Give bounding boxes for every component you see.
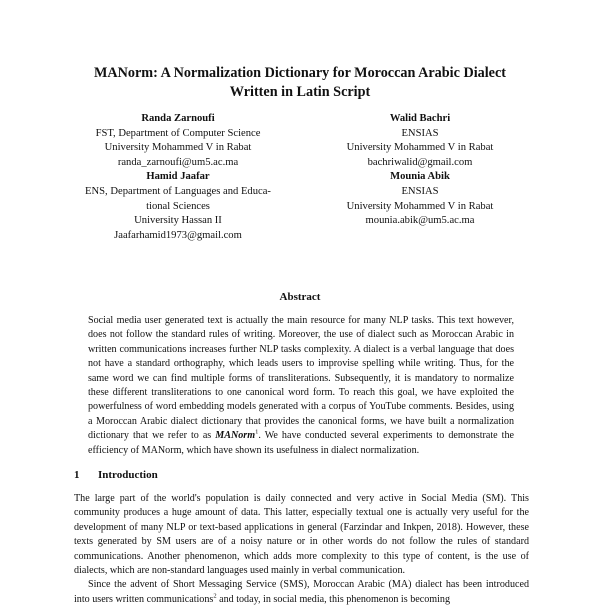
author-affiliation: tional Sciences: [146, 200, 210, 212]
abstract-text-end: . We have conducted several experiments to demonstrate the efficiency of MANorm, which have shown its usefulness in dialect normalization.: [88, 430, 515, 456]
paper-title: [40, 64, 560, 102]
manorm-term: MANorm: [215, 430, 256, 442]
footnote-marker: 1: [255, 428, 259, 436]
author-affiliation: University Mohammed V in Rabat: [346, 142, 494, 154]
introduction-heading: [74, 469, 158, 481]
abstract-text: [88, 314, 514, 458]
author-name: Mounia Abik: [390, 171, 450, 183]
author-affiliation: University Hassan II: [134, 215, 222, 227]
introduction-body: [74, 492, 529, 607]
author-affiliation: ENSIAS: [401, 185, 439, 197]
author-affiliation: University Mohammed V in Rabat: [346, 200, 494, 212]
section-number: 1: [74, 469, 80, 481]
author-email: mounia.abik@um5.ac.ma: [365, 215, 475, 227]
title-line-1: MANorm: A Normalization Dictionary for Moroccan Arabic Dialect: [94, 65, 506, 81]
author-name: Randa Zarnoufi: [141, 113, 215, 124]
author-affiliation: FST, Department of Computer Science: [95, 127, 261, 139]
author-name: Walid Bachri: [389, 113, 451, 124]
section-title: Introduction: [98, 469, 158, 481]
authors-left-column: [58, 112, 298, 243]
abstract-heading: Abstract: [279, 291, 321, 303]
author-email: bachriwalid@gmail.com: [367, 156, 473, 168]
intro-paragraph-2-end: and today, in social media, this phenomenon is becoming: [216, 593, 450, 605]
author-email: randa_zarnoufi@um5.ac.ma: [117, 156, 239, 168]
intro-paragraph-1: The large part of the world's population is daily connected and very active in Social Media (SM). This community produces a huge amount of data. This latter, especially textual one is actually very useful for the development of many NLP or text-based applications in general (Farzindar and Inkpen, 2018). However, these texts generated by SM users are of a noisy nature or in other words do not follow the rules of standard communications. Another phenomenon, which adds more complexity to this type of content, is the use of dialects, which are non-standard languages used mainly in verbal communication.: [74, 493, 529, 577]
intro-paragraph-2: [74, 578, 529, 607]
abstract-text-main: Social media user generated text is actually the main resource for many NLP tasks. This text however, does not follow the standard rules of writing. Moreover, the use of dialect such as Moroccan Arabic in written communications increases further NLP tasks complexity. A dialect is a verbal language that does not have a standard orthography, which leads users to improvise spelling while writing. Thus, for the same word we can find multiple forms of transliterations. Subsequently, it is mandatory to normalize these different transliterations to one canonical word form. To reach this goal, we have exploited the powerfulness of word embedding models generated with a corpus of YouTube comments. Besides, using a Moroccan Arabic dialect dictionary that provides the canonical forms, we have built a normalization dictionary that we refer to as: [88, 315, 514, 442]
author-affiliation: ENS, Department of Languages and Educa-: [85, 185, 271, 197]
authors-right-column: [300, 112, 540, 229]
footnote-marker: 2: [213, 592, 217, 600]
author-name: Hamid Jaafar: [146, 171, 210, 183]
author-email: Jaafarhamid1973@gmail.com: [114, 229, 242, 241]
author-affiliation: ENSIAS: [401, 127, 439, 139]
intro-paragraph-2-text: Since the advent of Short Messaging Service (SMS), Moroccan Arabic (MA) dialect has been introduced into users written communications: [74, 579, 529, 605]
author-affiliation: University Mohammed V in Rabat: [104, 142, 252, 154]
title-line-2: Written in Latin Script: [229, 84, 371, 100]
